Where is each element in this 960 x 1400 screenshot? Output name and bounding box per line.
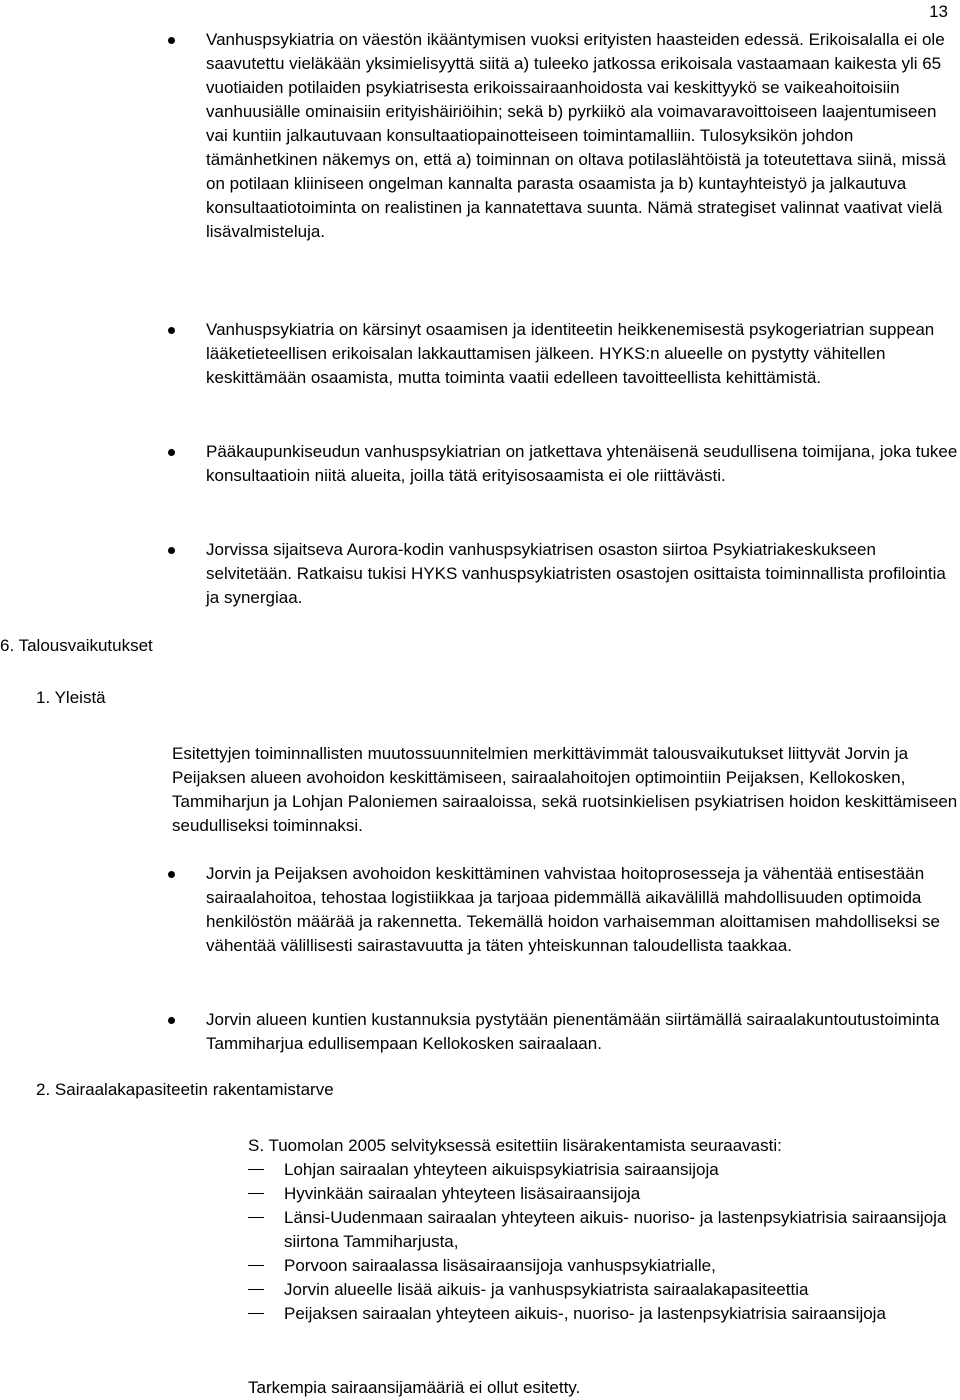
dash-list-item bbox=[248, 1302, 958, 1326]
dash-list bbox=[248, 1158, 958, 1326]
bullet-icon bbox=[168, 327, 175, 334]
dash-list-item bbox=[248, 1254, 958, 1278]
bullet-item-rehab bbox=[168, 1008, 958, 1056]
bullet-text: Jorvin ja Peijaksen avohoidon keskittäminen vahvistaa hoitoprosesseja ja vähentää entisestään sairaalahoitoa, tehostaa logistiikkaa ja tarjoaa pidemmällä aikavälillä mahdollisuuden optimoida henkilöstön määrää ja rakennetta. Tekemällä hoidon varhaisemman aloittamisen mahdolliseksi se vähentää välillisesti sairastavuutta ja täten yhteiskunnan taloudellista taakkaa. bbox=[206, 864, 940, 955]
bullet-item-regional bbox=[168, 440, 958, 488]
bullet-icon bbox=[168, 1017, 175, 1024]
dash-list-item bbox=[248, 1182, 958, 1206]
dash-icon bbox=[248, 1217, 264, 1218]
dash-icon bbox=[248, 1169, 264, 1170]
bullet-icon bbox=[168, 449, 175, 456]
dash-list-item bbox=[248, 1158, 958, 1182]
bullet-text: Vanhuspsykiatria on väestön ikääntymisen vuoksi erityisten haasteiden edessä. Erikoisalalla ei ole saavutettu vieläkään yksimielisyyttä siitä a) tuleeko jatkossa erikoisala vastaamaan kaikesta yli 65 vuotiaiden potilaiden psykiatrisesta erikoissairaanhoidosta vai keskittyykö se vaikeahoitoisiin vanhuusiälle ominaisiin erityishäiriöihin; sekä b) pyrkiikö ala voimavaravoittoiseen laajentumiseen vai kuntiin jalkautuvaan konsultaatiopainotteiseen toimintamalliin. Tulosyksikön johdon tämänhetkinen näkemys on, että a) toiminnan on oltava potilaslähtöistä ja toteutettava siinä, missä on potilaan kliiniseen ongelman kannalta parasta osaamista ja b) kuntayhteistyö ja jalkautuva konsultaatiotoiminta on realistinen ja kannatettava suunta. Nämä strategiset valinnat vaativat vielä lisävalmisteluja. bbox=[206, 30, 946, 241]
bullet-item-aurora bbox=[168, 538, 958, 610]
subheading-capacity: 2. Sairaalakapasiteetin rakentamistarve bbox=[36, 1080, 334, 1099]
closing-line: Tarkempia sairaansijamääriä ei ollut esitetty. bbox=[248, 1378, 581, 1397]
bullet-text: Jorvissa sijaitseva Aurora-kodin vanhuspsykiatrisen osaston siirtoa Psykiatriakeskukseen selvitetään. Ratkaisu tukisi HYKS vanhuspsykiatristen osastojen osittaista toiminnallista profilointia ja synergiaa. bbox=[206, 540, 946, 607]
dash-item-text: Jorvin alueelle lisää aikuis- ja vanhuspsykiatrista sairaalakapasiteettia bbox=[284, 1280, 809, 1299]
dash-item-text: Hyvinkään sairaalan yhteyteen lisäsairaansijoja bbox=[284, 1184, 641, 1203]
dash-item-text: Peijaksen sairaalan yhteyteen aikuis-, nuoriso- ja lastenpsykiatrisia sairaansijoja bbox=[284, 1304, 886, 1323]
section-heading: 6. Talousvaikutukset bbox=[0, 636, 153, 655]
general-paragraph: Esitettyjen toiminnallisten muutossuunnitelmien merkittävimmät talousvaikutukset liittyvät Jorvin ja Peijaksen alueen avohoidon keskittämiseen, sairaalahoitojen optimointiin Peijaksen, Kellokosken, Tammiharjun ja Lohjan Paloniemen sairaaloissa, sekä ruotsinkielisen psykiatrisen hoidon keskittämiseen seudulliseksi toiminnaksi. bbox=[172, 744, 958, 835]
dash-icon bbox=[248, 1289, 264, 1290]
bullet-text: Jorvin alueen kuntien kustannuksia pystytään pienentämään siirtämällä sairaalakuntoutustoiminta Tammiharjua edullisempaan Kellokosken sairaalaan. bbox=[206, 1010, 940, 1053]
bullet-text: Vanhuspsykiatria on kärsinyt osaamisen ja identiteetin heikkenemisestä psykogeriatrian suppean lääketieteellisen erikoisalan lakkauttamisen jälkeen. HYKS:n alueelle on pystytty vähitellen keskittämään osaamista, mutta toiminta vaatii edelleen tavoitteellista kehittämistä. bbox=[206, 320, 935, 387]
dash-item-text: Länsi-Uudenmaan sairaalan yhteyteen aikuis- nuoriso- ja lastenpsykiatrisia sairaansijoja siirtona Tammiharjusta, bbox=[284, 1208, 947, 1251]
dash-list-item bbox=[248, 1278, 958, 1302]
dash-icon bbox=[248, 1265, 264, 1266]
bullet-item-outpatient bbox=[168, 862, 958, 958]
bullet-icon bbox=[168, 37, 175, 44]
bullet-icon bbox=[168, 871, 175, 878]
intro-line: S. Tuomolan 2005 selvityksessä esitettiin lisärakentamista seuraavasti: bbox=[248, 1136, 782, 1155]
dash-icon bbox=[248, 1193, 264, 1194]
subheading-general: 1. Yleistä bbox=[36, 688, 106, 707]
bullet-icon bbox=[168, 547, 175, 554]
bullet-item-identity bbox=[168, 318, 958, 390]
dash-list-item bbox=[248, 1206, 958, 1254]
page-number: 13 bbox=[929, 2, 948, 21]
bullet-item-geriatric-challenges bbox=[168, 28, 958, 244]
dash-item-text: Porvoon sairaalassa lisäsairaansijoja vanhuspsykiatrialle, bbox=[284, 1256, 716, 1275]
dash-item-text: Lohjan sairaalan yhteyteen aikuispsykiatrisia sairaansijoja bbox=[284, 1160, 719, 1179]
dash-icon bbox=[248, 1313, 264, 1314]
bullet-text: Pääkaupunkiseudun vanhuspsykiatrian on jatkettava yhtenäisenä seudullisena toimijana, joka tukee konsultaatioin niitä alueita, joilla tätä erityisosaamista ei ole riittävästi. bbox=[206, 442, 958, 485]
